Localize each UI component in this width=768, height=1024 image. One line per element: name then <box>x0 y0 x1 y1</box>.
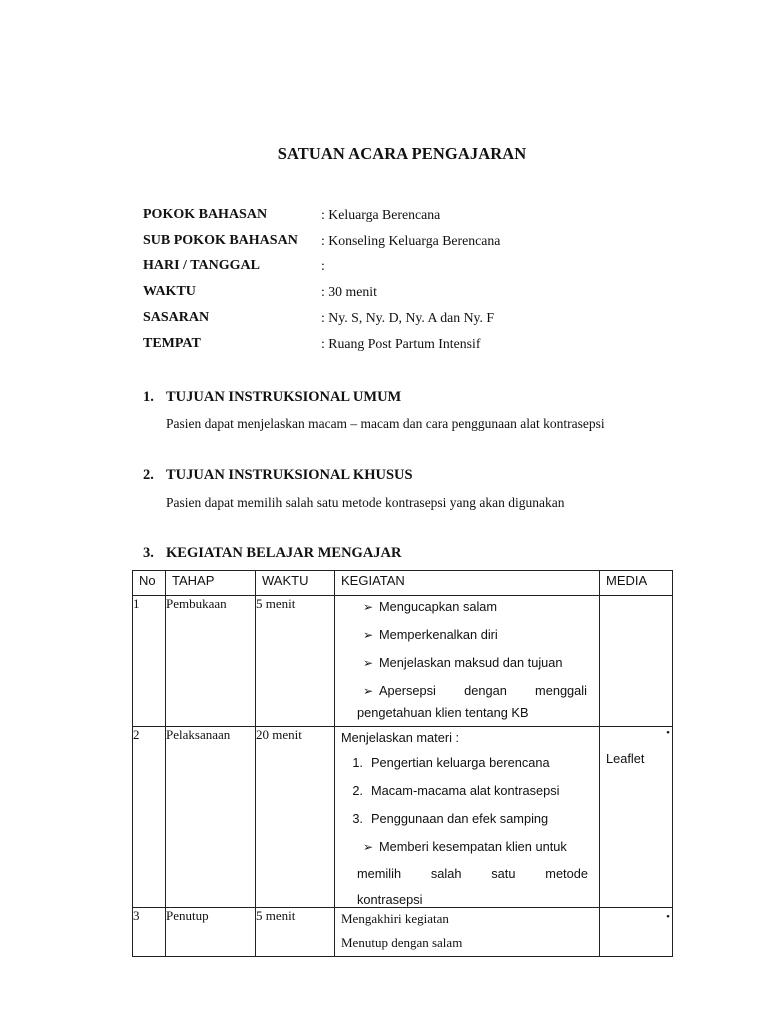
info-value: : <box>321 258 325 274</box>
row-media <box>600 908 673 957</box>
list-item: ➢ Memberi kesempatan klien untuk <box>341 838 593 866</box>
info-label: TEMPAT <box>143 335 201 351</box>
list-item: ➢ Menjelaskan maksud dan tujuan <box>357 654 599 682</box>
info-value: : Konseling Keluarga Berencana <box>321 232 501 248</box>
activity-continuation: pengetahuan klien tentang KB <box>357 705 529 720</box>
arrow-right-icon: ➢ <box>362 600 374 614</box>
bullet-icon: • <box>666 911 670 923</box>
activity-continuation: kontrasepsi <box>357 892 423 907</box>
activity-line: Mengakhiri kegiatan <box>341 911 449 926</box>
table-row <box>133 908 673 957</box>
info-row <box>143 228 500 254</box>
column-header: WAKTU <box>256 571 335 596</box>
activity-line: Menutup dengan salam <box>341 935 463 950</box>
table-row <box>133 596 673 727</box>
section-number: 2. <box>143 467 154 483</box>
media-label: Leaflet <box>606 751 645 766</box>
section-number: 1. <box>143 389 154 405</box>
section-heading-2 <box>143 467 413 484</box>
info-label: HARI / TANGGAL <box>143 258 260 274</box>
list-item: ➢ Memperkenalkan diri <box>357 626 599 654</box>
info-label: WAKTU <box>143 284 196 300</box>
info-label: SUB POKOK BAHASAN <box>143 232 298 248</box>
column-header: MEDIA <box>600 571 673 596</box>
page-title: SATUAN ACARA PENGAJARAN <box>277 144 527 163</box>
row-media <box>600 596 673 727</box>
row-activities <box>335 596 600 727</box>
list-item: 1. Pengertian keluarga berencana <box>352 755 550 770</box>
activity-list <box>357 598 599 710</box>
section-heading-3 <box>143 545 402 562</box>
table-header-row <box>133 571 673 596</box>
info-row <box>143 331 500 357</box>
section-body-2: Pasien dapat memilih salah satu metode kontrasepsi yang akan digunakan <box>166 495 565 510</box>
bullet-icon: • <box>666 727 670 739</box>
row-media <box>600 727 673 908</box>
info-value: : Ruang Post Partum Intensif <box>321 335 481 351</box>
row-duration: 5 menit <box>256 908 335 957</box>
row-stage: Penutup <box>166 908 256 957</box>
info-label: SASARAN <box>143 310 210 326</box>
arrow-right-icon: ➢ <box>362 628 374 642</box>
list-item: 2. Macam-macama alat kontrasepsi <box>352 783 560 798</box>
info-row <box>143 279 500 305</box>
section-title: KEGIATAN BELAJAR MENGAJAR <box>166 545 402 561</box>
list-item: ➢ Mengucapkan salam <box>357 598 599 626</box>
row-number: 3 <box>133 908 166 957</box>
section-number: 3. <box>143 545 154 561</box>
info-label: POKOK BAHASAN <box>143 206 268 222</box>
activity-continuation: memilih salah satu metode <box>357 866 588 881</box>
info-value: : Ny. S, Ny. D, Ny. A dan Ny. F <box>321 310 495 326</box>
row-duration: 5 menit <box>256 596 335 727</box>
info-row <box>143 254 500 280</box>
section-title: TUJUAN INSTRUKSIONAL KHUSUS <box>166 467 413 483</box>
row-stage: Pembukaan <box>166 596 256 727</box>
row-number: 2 <box>133 727 166 908</box>
activity-intro: Menjelaskan materi : <box>341 730 460 745</box>
row-number: 1 <box>133 596 166 727</box>
info-value: : 30 menit <box>321 284 377 300</box>
column-header: KEGIATAN <box>335 571 600 596</box>
activity-list <box>341 754 593 866</box>
activity-table <box>132 570 673 957</box>
info-row <box>143 305 500 331</box>
info-value: : Keluarga Berencana <box>321 206 441 222</box>
row-activities <box>335 727 600 908</box>
info-block <box>143 202 500 357</box>
column-header: No <box>133 571 166 596</box>
section-title: TUJUAN INSTRUKSIONAL UMUM <box>166 389 402 405</box>
list-item: ➢ Apersepsi dengan menggali <box>357 682 599 710</box>
list-item: 3. Penggunaan dan efek samping <box>352 811 549 826</box>
row-activities <box>335 908 600 957</box>
arrow-right-icon: ➢ <box>362 656 374 670</box>
row-stage: Pelaksanaan <box>166 727 256 908</box>
column-header: TAHAP <box>166 571 256 596</box>
section-body-1: Pasien dapat menjelaskan macam – macam dan cara penggunaan alat kontrasepsi <box>166 416 605 431</box>
info-row <box>143 202 500 228</box>
arrow-right-icon: ➢ <box>362 684 374 698</box>
row-duration: 20 menit <box>256 727 335 908</box>
table-row <box>133 727 673 908</box>
section-heading-1 <box>143 389 401 406</box>
arrow-right-icon: ➢ <box>362 840 374 854</box>
